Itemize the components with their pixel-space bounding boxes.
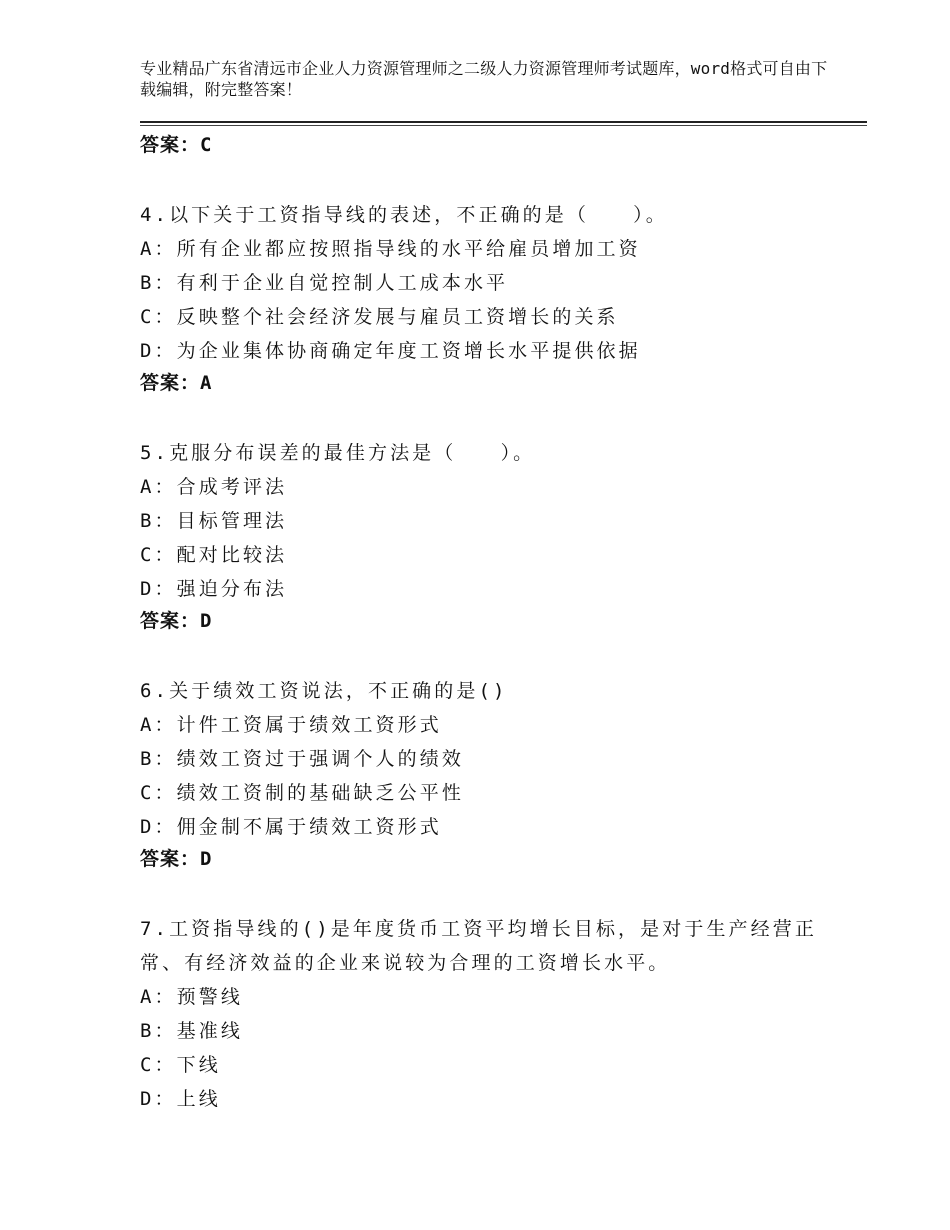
header-rule-thin [140, 125, 867, 126]
question-stem: 5.克服分布误差的最佳方法是（ ）。 [140, 442, 536, 464]
option-d: D：强迫分布法 [140, 578, 288, 600]
question-stem: 6.关于绩效工资说法，不正确的是() [140, 680, 508, 702]
option-a: A：所有企业都应按照指导线的水平给雇员增加工资 [140, 238, 641, 260]
question-6 [140, 674, 840, 878]
question-7 [140, 912, 840, 1116]
question-4 [140, 198, 840, 402]
question-stem-line-2: 常、有经济效益的企业来说较为合理的工资增长水平。 [140, 952, 671, 974]
header-rule-thick [140, 121, 867, 123]
option-a: A：预警线 [140, 986, 243, 1008]
document-header [140, 58, 840, 100]
question-list [140, 130, 840, 1116]
option-a: A：合成考评法 [140, 476, 288, 498]
option-b: B：绩效工资过于强调个人的绩效 [140, 748, 464, 770]
option-a: A：计件工资属于绩效工资形式 [140, 714, 442, 736]
answer-label: 答案：D [140, 610, 213, 632]
option-c: C：配对比较法 [140, 544, 288, 566]
option-b: B：有利于企业自觉控制人工成本水平 [140, 272, 509, 294]
question-stem-line-1: 7.工资指导线的()是年度货币工资平均增长目标，是对于生产经营正 [140, 918, 817, 940]
option-c: C：绩效工资制的基础缺乏公平性 [140, 782, 464, 804]
option-b: B：目标管理法 [140, 510, 288, 532]
option-c: C：反映整个社会经济发展与雇员工资增长的关系 [140, 306, 619, 328]
option-d: D：佣金制不属于绩效工资形式 [140, 816, 442, 838]
option-d: D：上线 [140, 1088, 221, 1110]
option-b: B：基准线 [140, 1020, 243, 1042]
answer-label: 答案：D [140, 848, 213, 870]
answer-label: 答案：A [140, 372, 213, 394]
question-5 [140, 436, 840, 640]
question-stem: 4.以下关于工资指导线的表述，不正确的是（ ）。 [140, 204, 668, 226]
previous-answer: 答案：C [140, 134, 213, 156]
option-d: D：为企业集体协商确定年度工资增长水平提供依据 [140, 340, 641, 362]
header-title: 专业精品广东省清远市企业人力资源管理师之二级人力资源管理师考试题库，word格式可自由下载编辑，附完整答案！ [140, 59, 828, 99]
option-c: C：下线 [140, 1054, 221, 1076]
